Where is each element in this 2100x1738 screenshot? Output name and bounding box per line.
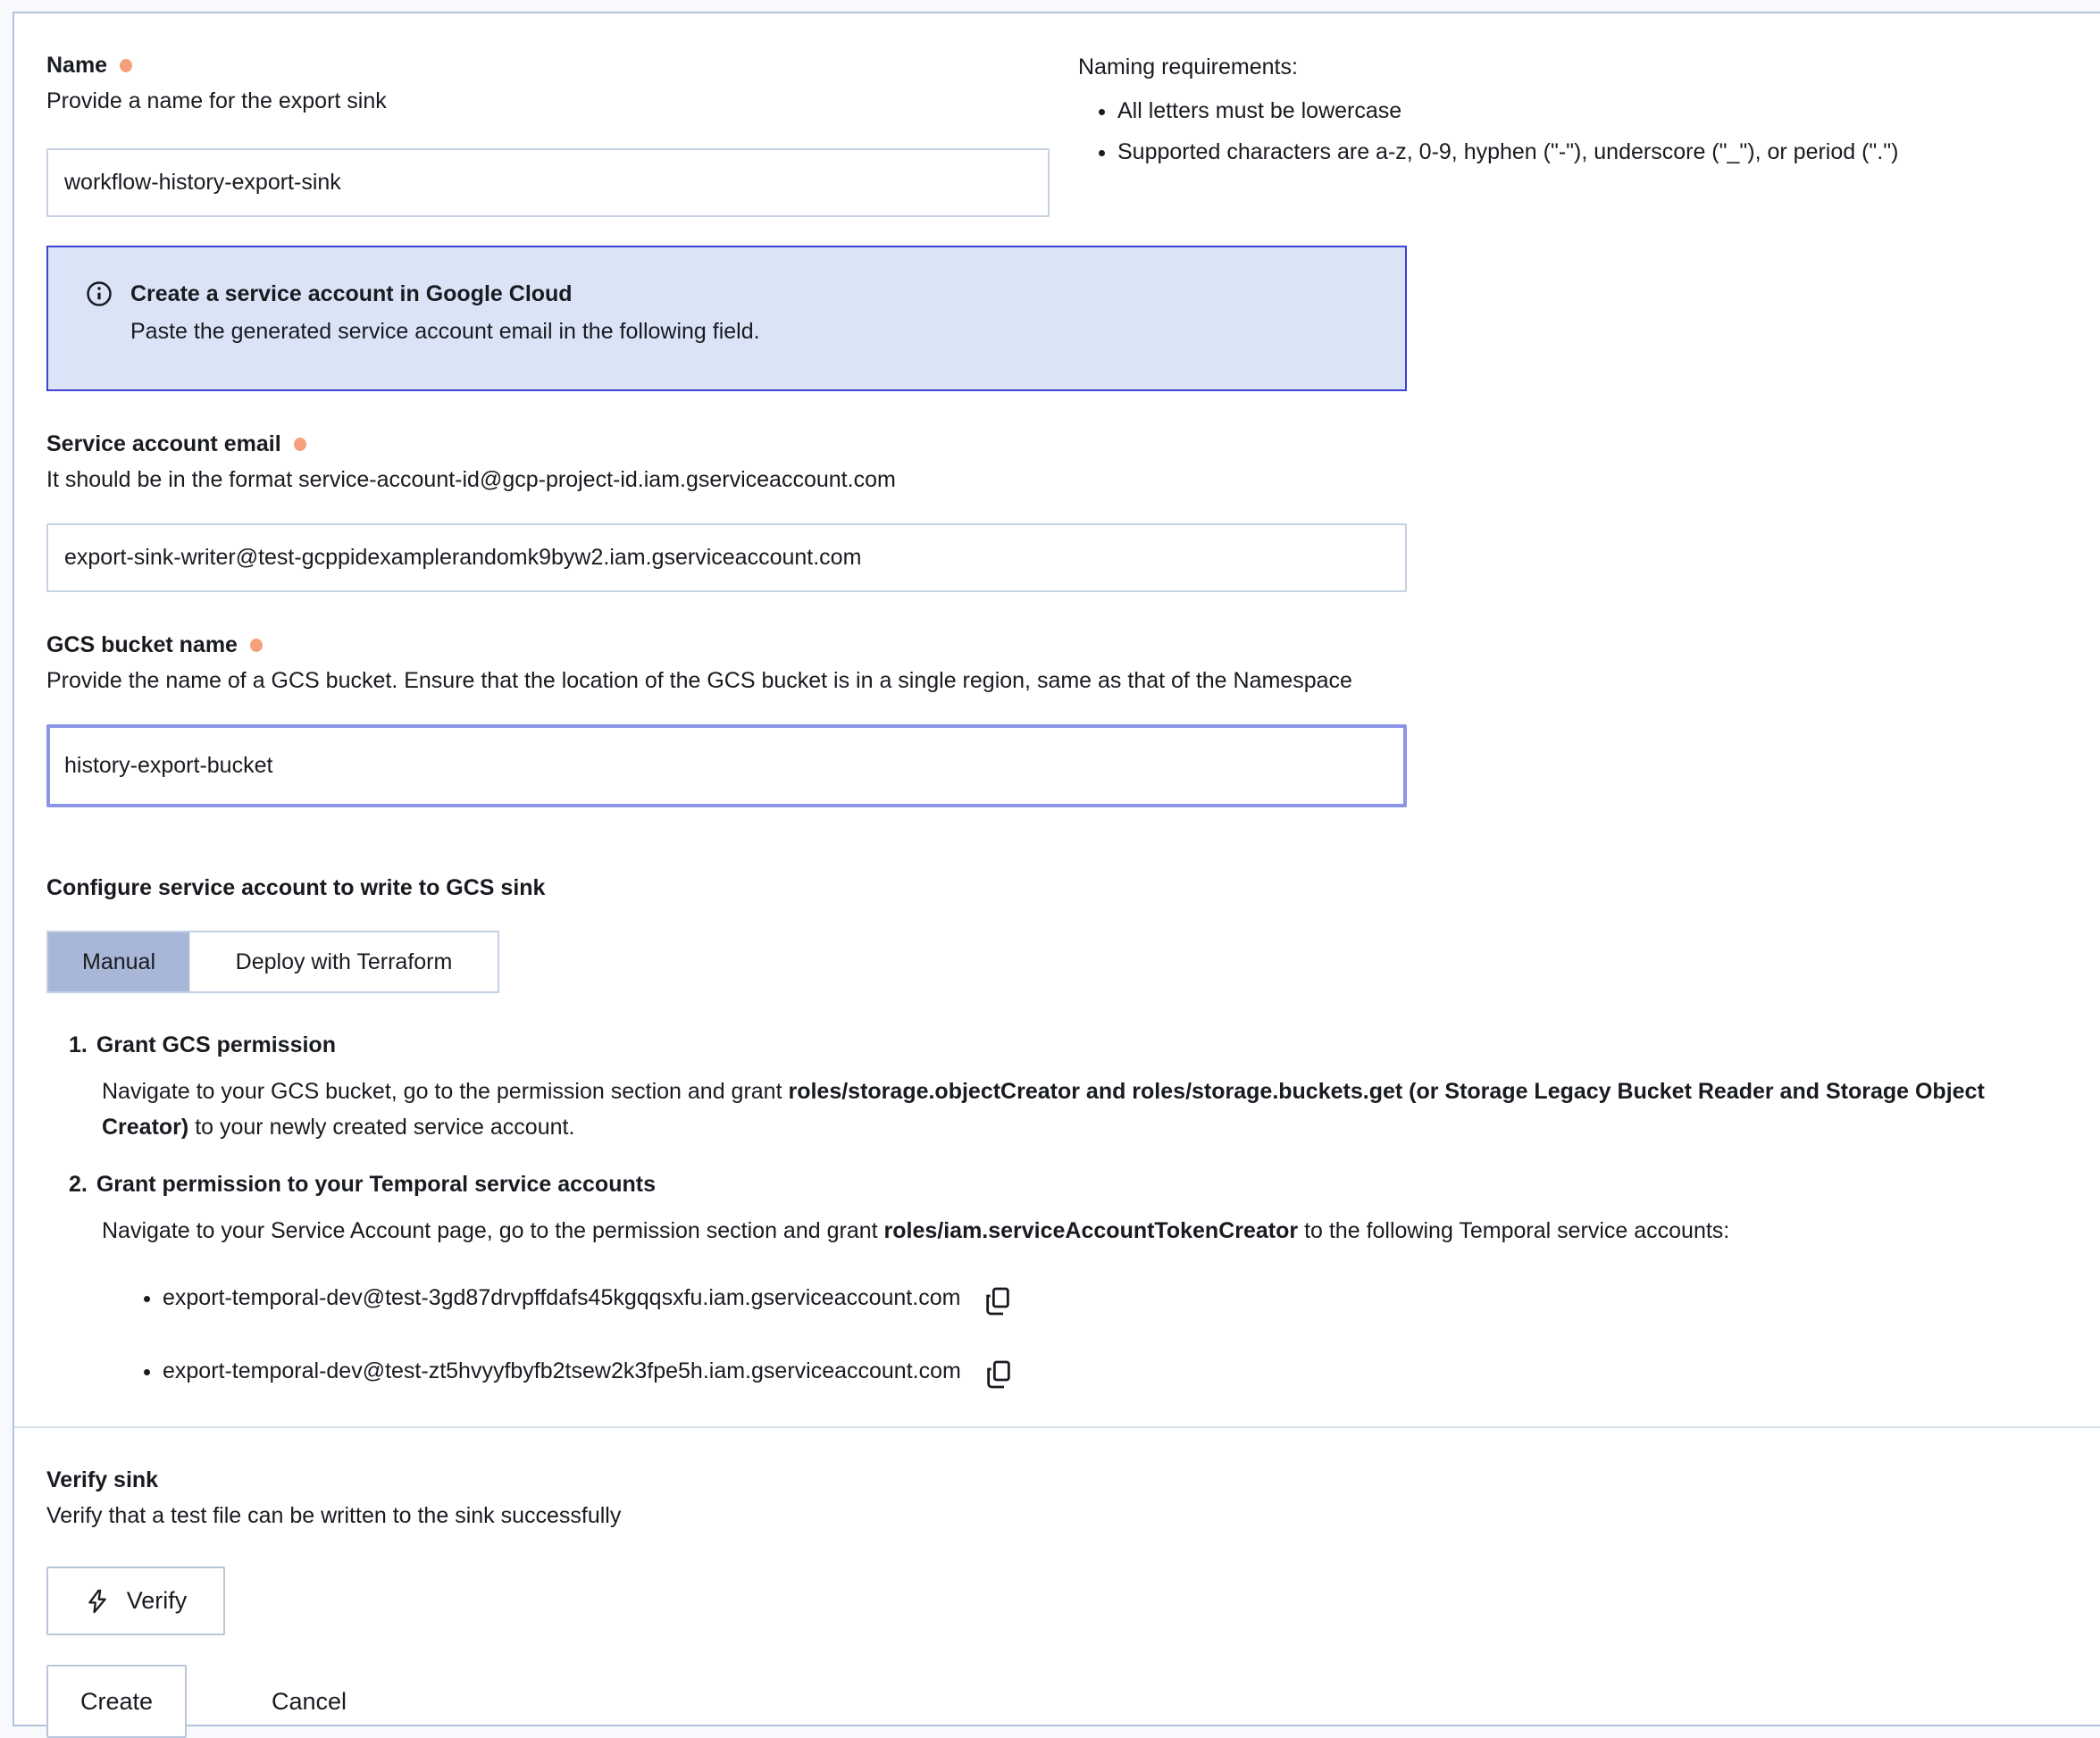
export-sink-form-panel xyxy=(13,12,2100,1726)
temporal-service-account-email: • export-temporal-dev@test-zt5hvyyfbyfb2tsew2k3fpe5h.iam.gserviceaccount.com xyxy=(163,1358,961,1383)
configure-tabs xyxy=(46,931,499,993)
cancel-button[interactable]: Cancel xyxy=(254,1679,364,1725)
step-2-body: Navigate to your Service Account page, go to the permission section and grant roles/iam.serviceAccountTokenCreator to the following Temporal service accounts: xyxy=(102,1218,1730,1243)
info-banner-title: Create a service account in Google Cloud xyxy=(130,280,573,306)
bucket-label-text: GCS bucket name xyxy=(46,632,238,657)
naming-requirement-item: • All letters must be lowercase xyxy=(1117,98,1898,124)
service-account-help-text: It should be in the format service-account-id@gcp-project-id.iam.gserviceaccount.com xyxy=(46,467,896,492)
configure-section-title: Configure service account to write to GCS sink xyxy=(46,875,546,900)
info-banner-subtitle: Paste the generated service account email in the following field. xyxy=(130,319,760,344)
bucket-help-text: Provide the name of a GCS bucket. Ensure that the location of the GCS bucket is in a single region, same as that of the Namespace xyxy=(46,668,1352,693)
section-divider xyxy=(14,1426,2100,1428)
create-button[interactable]: Create xyxy=(46,1665,187,1738)
service-account-info-banner xyxy=(46,246,1407,391)
info-icon xyxy=(86,280,113,307)
step-1-number: 1. xyxy=(69,1032,88,1057)
naming-requirement-item: • Supported characters are a-z, 0-9, hyphen ("-"), underscore ("_"), or period (".") xyxy=(1117,139,1898,165)
name-section xyxy=(46,53,2065,217)
bucket-label xyxy=(46,632,2065,658)
naming-requirements xyxy=(1078,53,1898,217)
name-help-text: Provide a name for the export sink xyxy=(46,88,387,113)
lightning-bolt-icon xyxy=(85,1588,110,1615)
tab-terraform-label: Deploy with Terraform xyxy=(235,948,453,974)
service-account-email-input[interactable] xyxy=(46,523,1407,592)
name-label xyxy=(46,53,1078,79)
list-item xyxy=(163,1280,2065,1316)
required-dot-icon xyxy=(294,438,306,451)
tab-deploy-with-terraform[interactable] xyxy=(189,932,498,991)
naming-requirements-title: Naming requirements: xyxy=(1078,54,1298,79)
copy-icon[interactable] xyxy=(983,1357,1015,1392)
verify-button[interactable] xyxy=(46,1567,225,1635)
form-actions xyxy=(46,1665,2065,1738)
required-dot-icon xyxy=(120,59,132,72)
tab-manual-label: Manual xyxy=(82,948,155,974)
service-account-label-text: Service account email xyxy=(46,431,281,456)
step-2-number: 2. xyxy=(69,1172,88,1197)
copy-icon[interactable] xyxy=(982,1283,1014,1319)
temporal-service-account-email: • export-temporal-dev@test-3gd87drvpffdafs45kgqqsxfu.iam.gserviceaccount.com xyxy=(163,1284,961,1310)
bucket-section xyxy=(46,632,2065,807)
service-account-section xyxy=(46,431,2065,592)
tab-manual[interactable] xyxy=(48,932,189,991)
required-dot-icon xyxy=(250,639,263,652)
step-2-title: 2. Grant permission to your Temporal service accounts xyxy=(69,1172,656,1197)
service-account-label xyxy=(46,431,2065,457)
manual-steps xyxy=(46,1032,2065,1389)
verify-button-label: Verify xyxy=(126,1587,188,1614)
step-1-title: 1. Grant GCS permission xyxy=(69,1032,336,1057)
gcs-bucket-name-input[interactable] xyxy=(46,724,1407,807)
temporal-service-account-list xyxy=(46,1280,2065,1389)
name-input[interactable] xyxy=(46,148,1050,217)
verify-sink-title: Verify sink xyxy=(46,1467,159,1492)
list-item xyxy=(163,1353,2065,1389)
verify-sink-help: Verify that a test file can be written to the sink successfully xyxy=(46,1503,622,1528)
step-1-body: Navigate to your GCS bucket, go to the permission section and grant roles/storage.objectCreator and roles/storage.buckets.get (or Storage Legacy Bucket Reader and Storage Object Creator) to your newly created service account. xyxy=(102,1079,1985,1140)
name-label-text: Name xyxy=(46,53,108,78)
